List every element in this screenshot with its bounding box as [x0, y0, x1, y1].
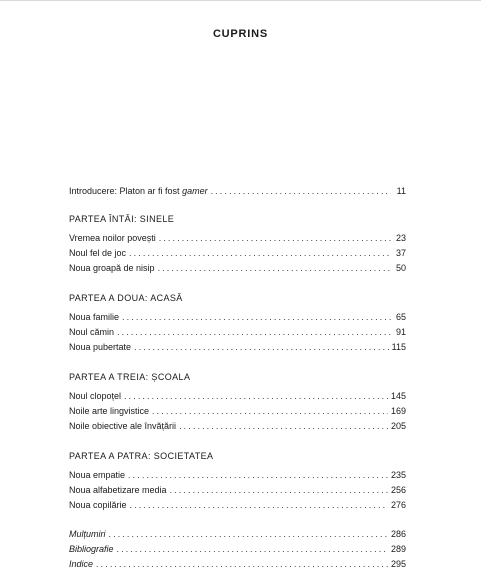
leader-dots: [159, 231, 391, 246]
toc-entry-label: Noile arte lingvistice: [69, 406, 150, 416]
table-of-contents: [69, 184, 406, 572]
toc-entry-indice[interactable]: [69, 557, 406, 572]
toc-entry-bibliografie[interactable]: [69, 542, 406, 557]
toc-entry[interactable]: [69, 231, 406, 246]
toc-entry-introducere[interactable]: [69, 184, 406, 199]
leader-dots: [96, 557, 388, 572]
toc-page-number: 91: [395, 327, 406, 337]
toc-page-number: 115: [391, 342, 406, 352]
toc-entry[interactable]: [69, 498, 406, 513]
leader-dots: [122, 310, 391, 325]
leader-dots: [124, 389, 388, 404]
toc-page-number: 276: [390, 500, 406, 510]
toc-entry[interactable]: [69, 310, 406, 325]
part-heading-sinele: PARTEA ÎNTÂI: SINELE: [69, 214, 175, 224]
toc-entry-label: Noua empatie: [69, 470, 126, 480]
toc-entry-label: Noua copilărie: [69, 500, 127, 510]
page-top-edge: [0, 0, 481, 1]
toc-entry-label: Noua familie: [69, 312, 120, 322]
toc-entry-label: Noua groapă de nisip: [69, 263, 155, 273]
toc-entry-label: Noul fel de joc: [69, 248, 127, 258]
toc-entry-label: Noua pubertate: [69, 342, 132, 352]
leader-dots: [211, 184, 391, 199]
toc-entry-label: Mulțumiri: [69, 529, 106, 539]
toc-page-number: 23: [395, 233, 406, 243]
toc-entry[interactable]: [69, 261, 406, 276]
toc-entry-label-italic: gamer: [182, 186, 208, 196]
part-heading-societatea: PARTEA A PATRA: SOCIETATEA: [69, 451, 214, 461]
toc-entry[interactable]: [69, 419, 406, 434]
toc-page-number: 65: [395, 312, 406, 322]
spacer: [69, 513, 406, 527]
leader-dots: [152, 404, 388, 419]
leader-dots: [134, 340, 389, 355]
toc-entry-multumiri[interactable]: [69, 527, 406, 542]
toc-entry[interactable]: [69, 404, 406, 419]
toc-entry[interactable]: [69, 340, 406, 355]
toc-page-number: 50: [395, 263, 406, 273]
toc-entry-label: Indice: [69, 559, 94, 569]
leader-dots: [130, 498, 388, 513]
toc-entry-label: Vremea noilor povești: [69, 233, 156, 243]
toc-page-number: 145: [390, 391, 406, 401]
toc-page-number: 286: [390, 529, 406, 539]
toc-page-number: 235: [390, 470, 406, 480]
toc-entry-label: [69, 184, 208, 199]
page-title: CUPRINS: [212, 28, 269, 40]
toc-entry[interactable]: [69, 325, 406, 340]
leader-dots: [109, 527, 388, 542]
leader-dots: [158, 261, 391, 276]
toc-page-number: 37: [395, 248, 406, 258]
toc-entry[interactable]: [69, 389, 406, 404]
leader-dots: [179, 419, 388, 434]
part-heading-scoala: PARTEA A TREIA: ȘCOALA: [69, 372, 191, 382]
part-heading-acasa: PARTEA A DOUA: ACASĂ: [69, 293, 183, 303]
toc-entry-label: Noua alfabetizare media: [69, 485, 167, 495]
toc-entry-label-plain: Introducere: Platon ar fi fost: [69, 186, 183, 196]
leader-dots: [129, 246, 391, 261]
leader-dots: [128, 468, 388, 483]
leader-dots: [117, 325, 391, 340]
toc-entry[interactable]: [69, 483, 406, 498]
toc-page-number: 256: [390, 485, 406, 495]
toc-page-number: 205: [390, 421, 406, 431]
leader-dots: [170, 483, 388, 498]
leader-dots: [117, 542, 388, 557]
toc-entry-label: Noul clopoțel: [69, 391, 122, 401]
toc-entry[interactable]: [69, 468, 406, 483]
toc-entry[interactable]: [69, 246, 406, 261]
toc-entry-label: Noul cămin: [69, 327, 115, 337]
toc-page-number: 289: [390, 544, 406, 554]
toc-entry-label: Noile obiective ale învățării: [69, 421, 177, 431]
toc-page-number: 11: [396, 186, 406, 196]
toc-page-number: 295: [390, 559, 406, 569]
toc-page-number: 169: [390, 406, 406, 416]
toc-entry-label: Bibliografie: [69, 544, 114, 554]
